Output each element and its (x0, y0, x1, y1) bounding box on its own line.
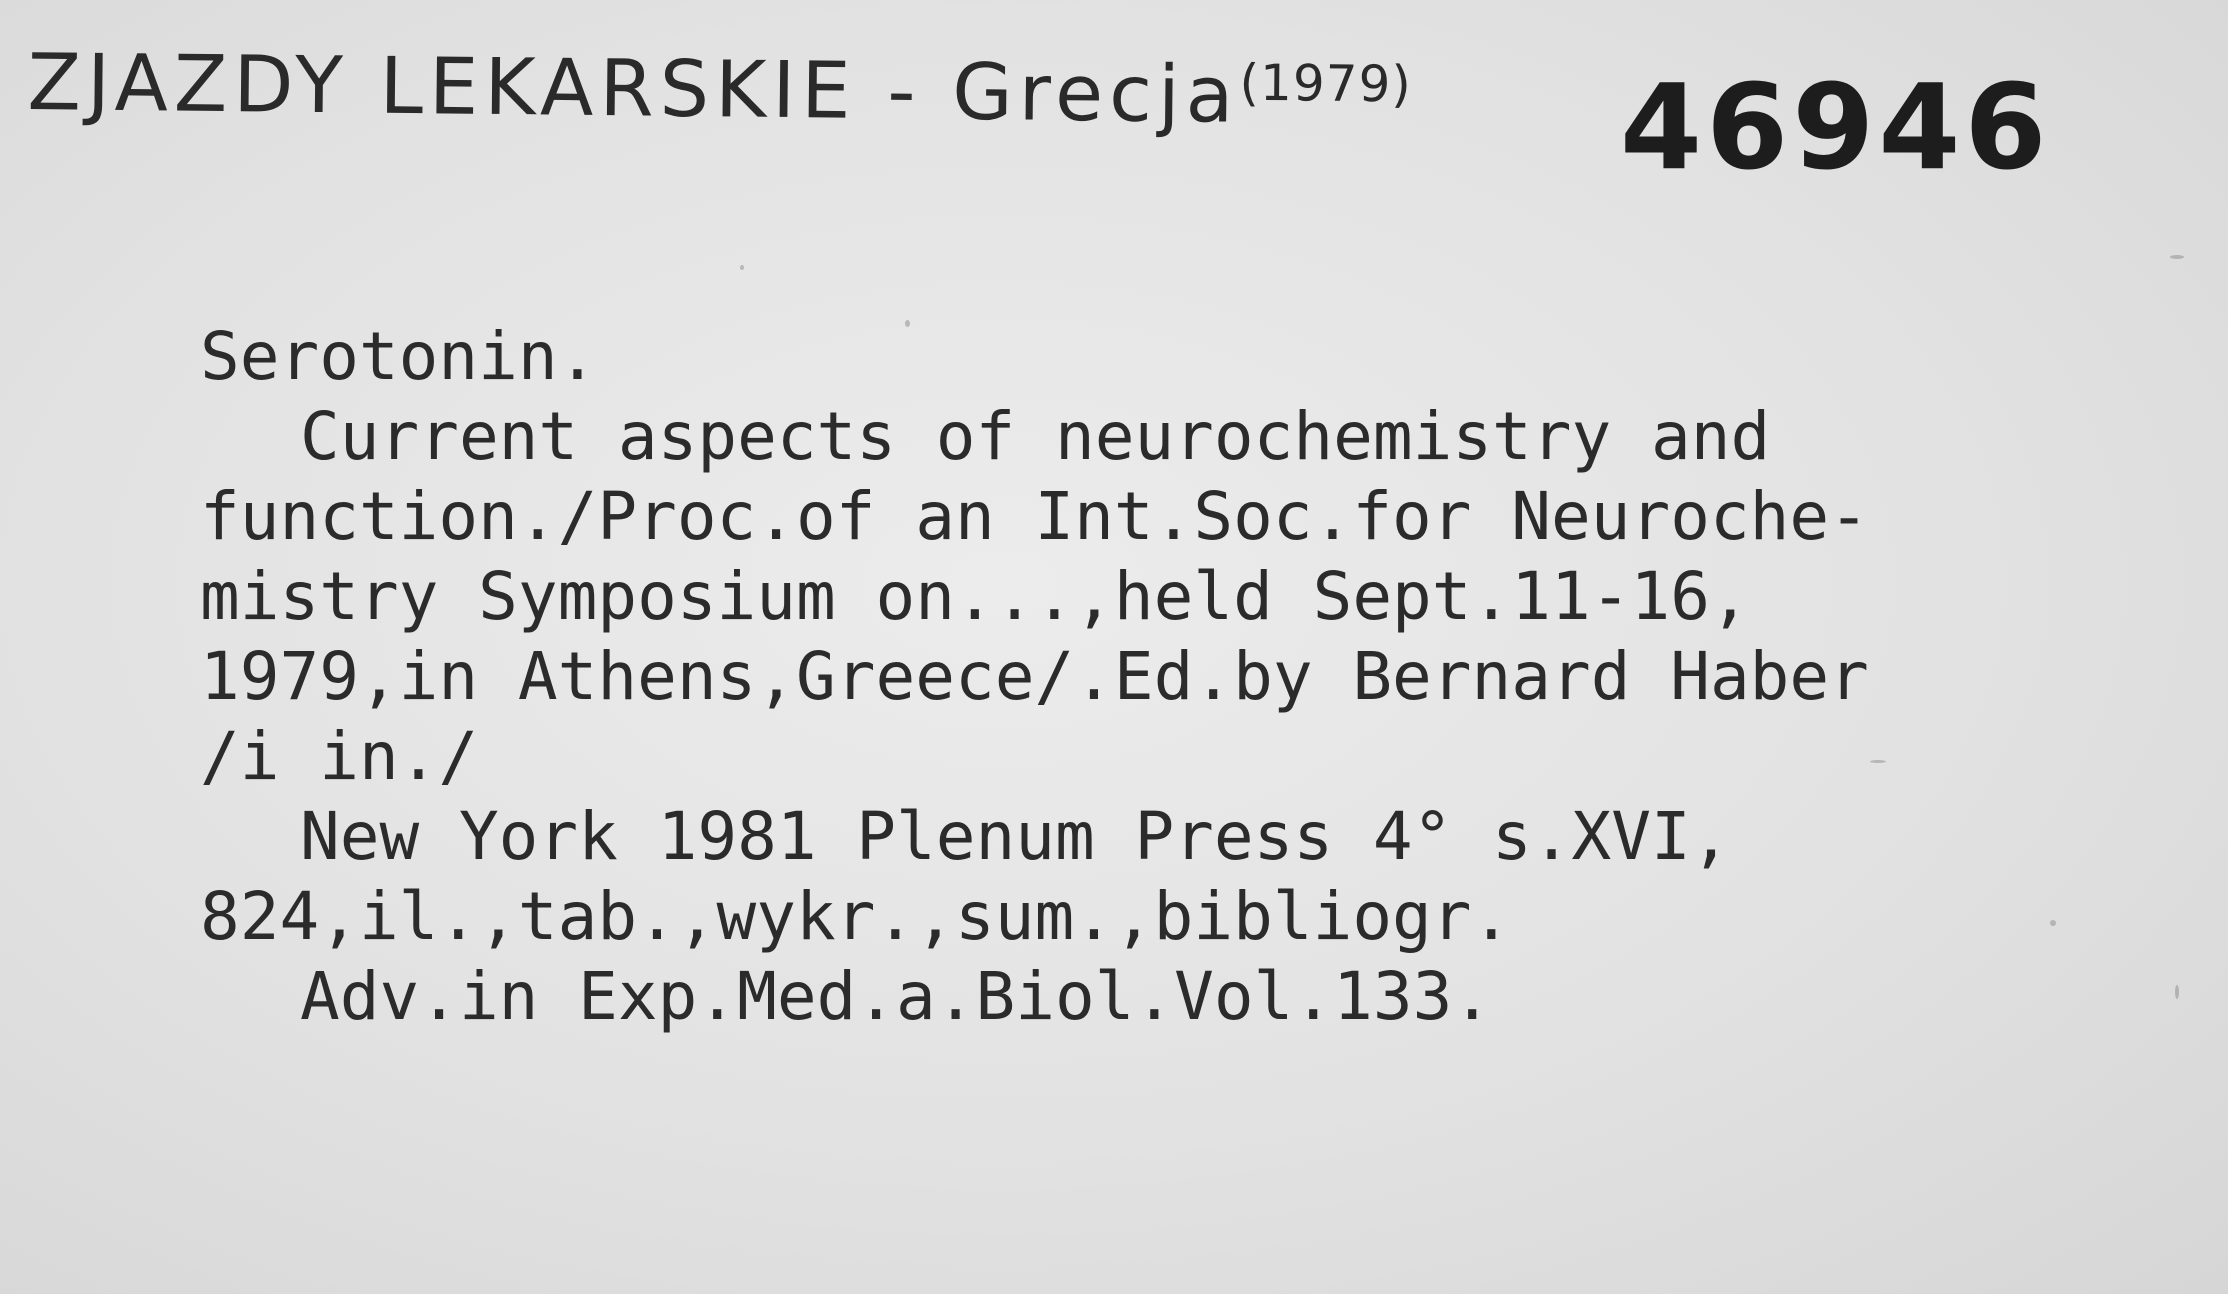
entry-description-line: 1979,in Athens,Greece/.Ed.by Bernard Haber (200, 638, 1869, 715)
paper-speck (905, 320, 910, 327)
entry-subtitle-line: Current aspects of neurochemistry and (300, 398, 1771, 475)
subject-heading-text: ZJAZDY LEKARSKIE - Grecja (27, 38, 1240, 141)
paper-speck (740, 265, 744, 270)
entry-description-line: /i in./ (200, 718, 479, 795)
entry-description-line: function./Proc.of an Int.Soc.for Neuroche- (200, 478, 1869, 555)
entry-title-line: Serotonin. (200, 318, 598, 395)
entry-series-line: Adv.in Exp.Med.a.Biol.Vol.133. (300, 958, 1493, 1035)
entry-description-line: mistry Symposium on...,held Sept.11-16, (200, 558, 1750, 635)
subject-heading-year: (1979) (1239, 53, 1413, 114)
entry-imprint-line: New York 1981 Plenum Press 4° s.XVI, (300, 798, 1731, 875)
paper-speck (2050, 920, 2056, 926)
paper-speck (2175, 985, 2179, 999)
card-number: 46946 (1620, 58, 2051, 196)
entry-physical-description-line: 824,il.,tab.,wykr.,sum.,bibliogr. (200, 878, 1512, 955)
paper-speck (1870, 760, 1886, 763)
subject-heading (27, 38, 1412, 142)
paper-speck (2170, 255, 2184, 259)
